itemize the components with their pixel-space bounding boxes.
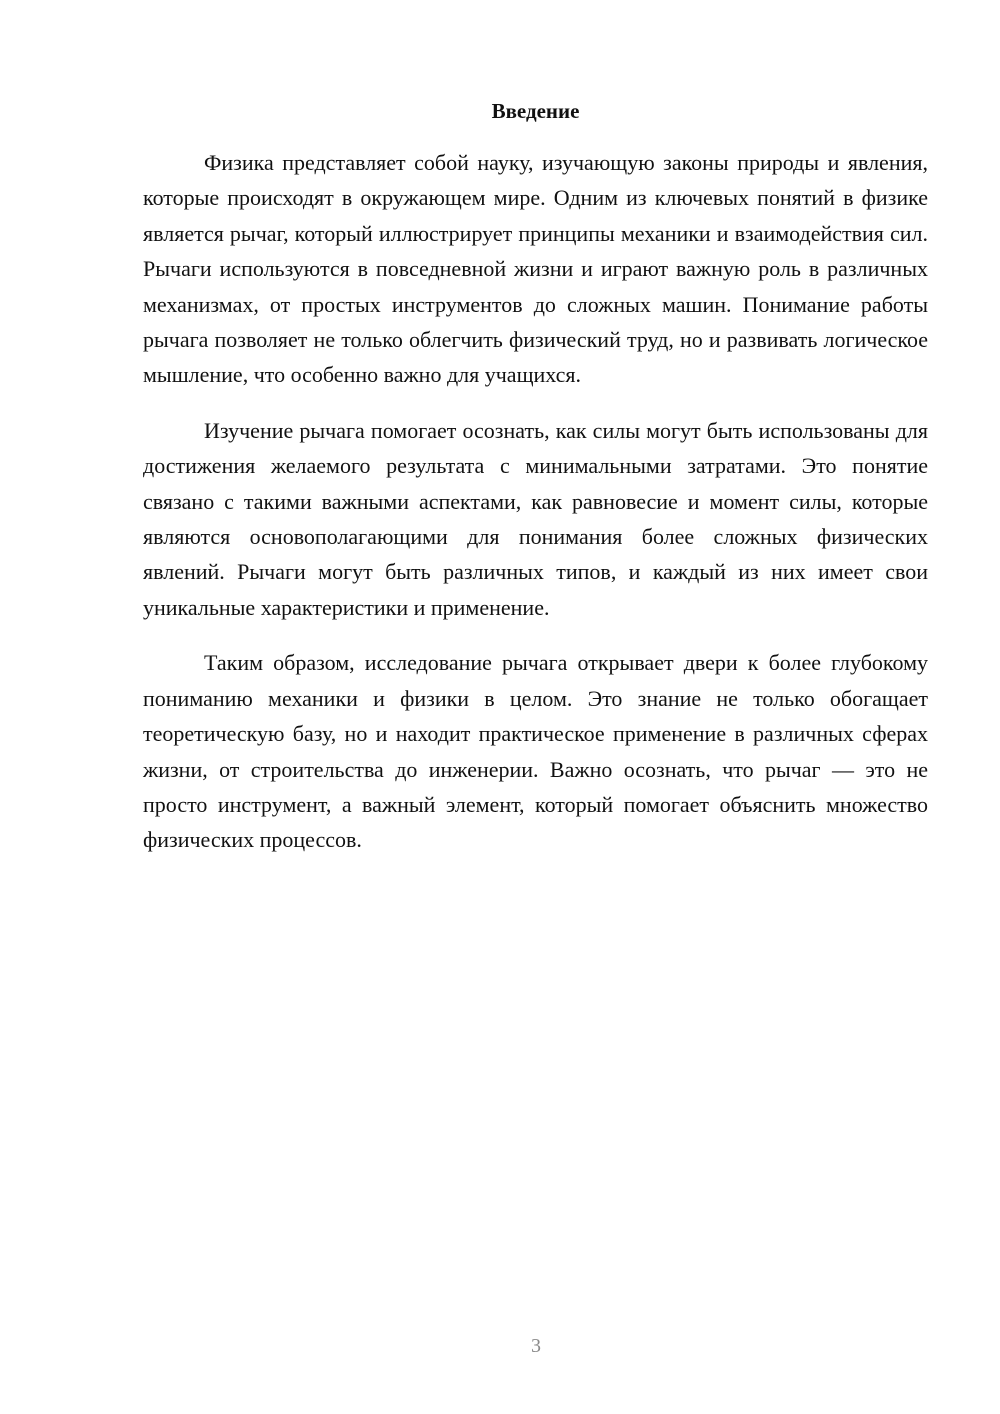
page-content [143,96,928,878]
page-number: 3 [531,1335,541,1357]
paragraph-2: Изучение рычага помогает осознать, как силы могут быть использованы для достижения желаемого результата с минимальными затратами. Это понятие связано с такими важными аспектами, как равновесие и момент силы, которые являются основополагающими для понимания более сложных физических явлений. Рычаги могут быть различных типов, и каждый из них имеет свои уникальные характеристики и применение. [143,417,928,620]
paragraph-3: Таким образом, исследование рычага открывает двери к более глубокому пониманию механики и физики в целом. Это знание не только обогащает теоретическую базу, но и находит практическое применение в различных сферах жизни, от строительства до инженерии. Важно осознать, что рычаг — это не просто инструмент, а важный элемент, который помогает объяснить множество физических процессов. [143,650,928,853]
paragraph-1: Физика представляет собой науку, изучающую законы природы и явления, которые происходят в окружающем мире. Одним из ключевых понятий в физике является рычаг, который иллюстрирует принципы механики и взаимодействия сил. Рычаги используются в повседневной жизни и играют важную роль в различных механизмах, от простых инструментов до сложных машин. Понимание работы рычага позволяет не только облегчить физический труд, но и развивать логическое мышление, что особенно важно для учащихся. [143,150,928,388]
section-heading: Введение [491,99,580,123]
